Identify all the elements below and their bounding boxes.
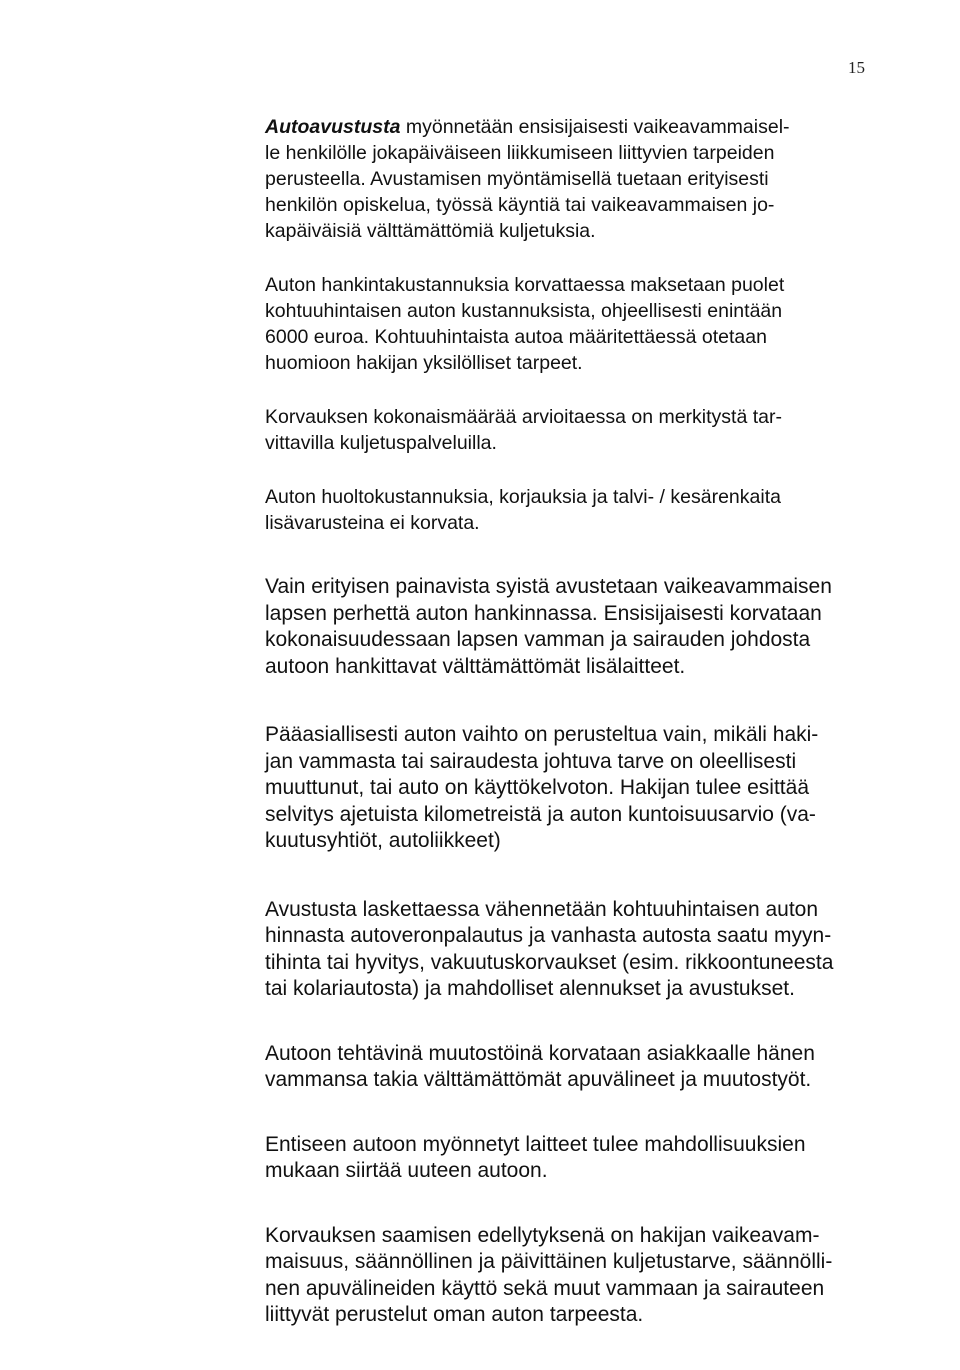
paragraph-line: kapäiväisiä välttämättömiä kuljetuksia. — [265, 220, 596, 242]
paragraph-line: Auton hankintakustannuksia korvattaessa maksetaan puolet — [265, 274, 785, 296]
paragraph-laitteiden-siirto — [265, 1132, 865, 1185]
paragraph-edellytykset — [265, 1223, 865, 1329]
paragraph-autoavustus — [265, 114, 865, 244]
paragraph-line: le henkilölle jokapäiväiseen liikkumiseen liittyvien tarpeiden — [265, 142, 775, 164]
paragraph-huoltokustannukset — [265, 484, 865, 536]
paragraph-line: huomioon hakijan yksilölliset tarpeet. — [265, 352, 583, 374]
paragraph-line: perusteella. Avustamisen myöntämisellä tuetaan erityisesti — [265, 168, 769, 190]
paragraph-line: liittyvät perustelut oman auton tarpeesta. — [265, 1303, 644, 1326]
paragraph-line: autoon hankittavat välttämättömät lisälaitteet. — [265, 654, 686, 678]
paragraph-line: henkilön opiskelua, työssä käyntiä tai vaikeavammaisen jo- — [265, 194, 775, 216]
paragraph-line: Korvauksen saamisen edellytyksenä on hakijan vaikeavam- — [265, 1223, 820, 1247]
paragraph-line — [265, 114, 865, 140]
line-text: myönnetään ensisijaisesti vaikeavammaisel- — [400, 116, 790, 138]
paragraph-hankintakustannukset — [265, 272, 865, 376]
paragraph-line: Pääasiallisesti auton vaihto on perusteltua vain, mikäli haki- — [265, 723, 819, 746]
paragraph-line: Vain erityisen painavista syistä avustetaan vaikeavammaisen — [265, 575, 832, 598]
paragraph-line: kohtuuhintaisen auton kustannuksista, ohjeellisesti enintään — [265, 300, 783, 322]
paragraph-line: maisuus, säännöllinen ja päivittäinen kuljetustarve, säännölli- — [265, 1250, 833, 1273]
paragraph-line: jan vammasta tai sairaudesta johtuva tarve on oleellisesti — [265, 749, 797, 773]
paragraph-line: Auton huoltokustannuksia, korjauksia ja talvi- / kesärenkaita — [265, 486, 781, 508]
paragraph-line: Autoon tehtävinä muutostöinä korvataan asiakkaalle hänen — [265, 1041, 815, 1065]
paragraph-line: kokonaisuudessaan lapsen vamman ja sairauden johdosta — [265, 628, 811, 651]
emphasized-term: Autoavustusta — [265, 116, 401, 138]
paragraph-line: kuutusyhtiöt, autoliikkeet) — [265, 829, 501, 852]
paragraph-line: selvitys ajetuista kilometreistä ja auton kuntoisuusarvio (va- — [265, 802, 816, 826]
paragraph-line: Korvauksen kokonaismäärää arvioitaessa on merkitystä tar- — [265, 406, 782, 428]
paragraph-line: Avustusta laskettaessa vähennetään kohtuuhintaisen auton — [265, 897, 819, 921]
document-body — [265, 114, 865, 1359]
paragraph-avustuksen-laskeminen — [265, 897, 865, 1003]
paragraph-line: nen apuvälineiden käyttö sekä muut vammaan ja sairauteen — [265, 1276, 825, 1300]
paragraph-line: lisävarusteina ei korvata. — [265, 512, 480, 534]
paragraph-line: Entiseen autoon myönnetyt laitteet tulee mahdollisuuksien — [265, 1132, 806, 1156]
paragraph-line: muuttunut, tai auto on käyttökelvoton. Hakijan tulee esittää — [265, 776, 810, 799]
page-number: 15 — [848, 58, 865, 77]
paragraph-line: lapsen perhettä auton hankinnassa. Ensisijaisesti korvataan — [265, 601, 822, 625]
paragraph-kokonaismaara — [265, 404, 865, 456]
paragraph-line: tihinta tai hyvitys, vakuutuskorvaukset (esim. rikkoontuneesta — [265, 950, 834, 974]
paragraph-line: tai kolariautosta) ja mahdolliset alennukset ja avustukset. — [265, 977, 795, 1000]
paragraph-line: 6000 euroa. Kohtuuhintaista autoa määritettäessä otetaan — [265, 326, 767, 348]
paragraph-auton-vaihto — [265, 722, 865, 855]
paragraph-muutostyot — [265, 1041, 865, 1094]
paragraph-line: mukaan siirtää uuteen autoon. — [265, 1159, 548, 1182]
paragraph-line: vammansa takia välttämättömät apuvälineet ja muutostyöt. — [265, 1068, 812, 1091]
paragraph-line: hinnasta autoveronpalautus ja vanhasta autosta saatu myyn- — [265, 924, 832, 947]
paragraph-line: vittavilla kuljetuspalveluilla. — [265, 432, 497, 454]
paragraph-lapsen-perhe — [265, 574, 865, 680]
